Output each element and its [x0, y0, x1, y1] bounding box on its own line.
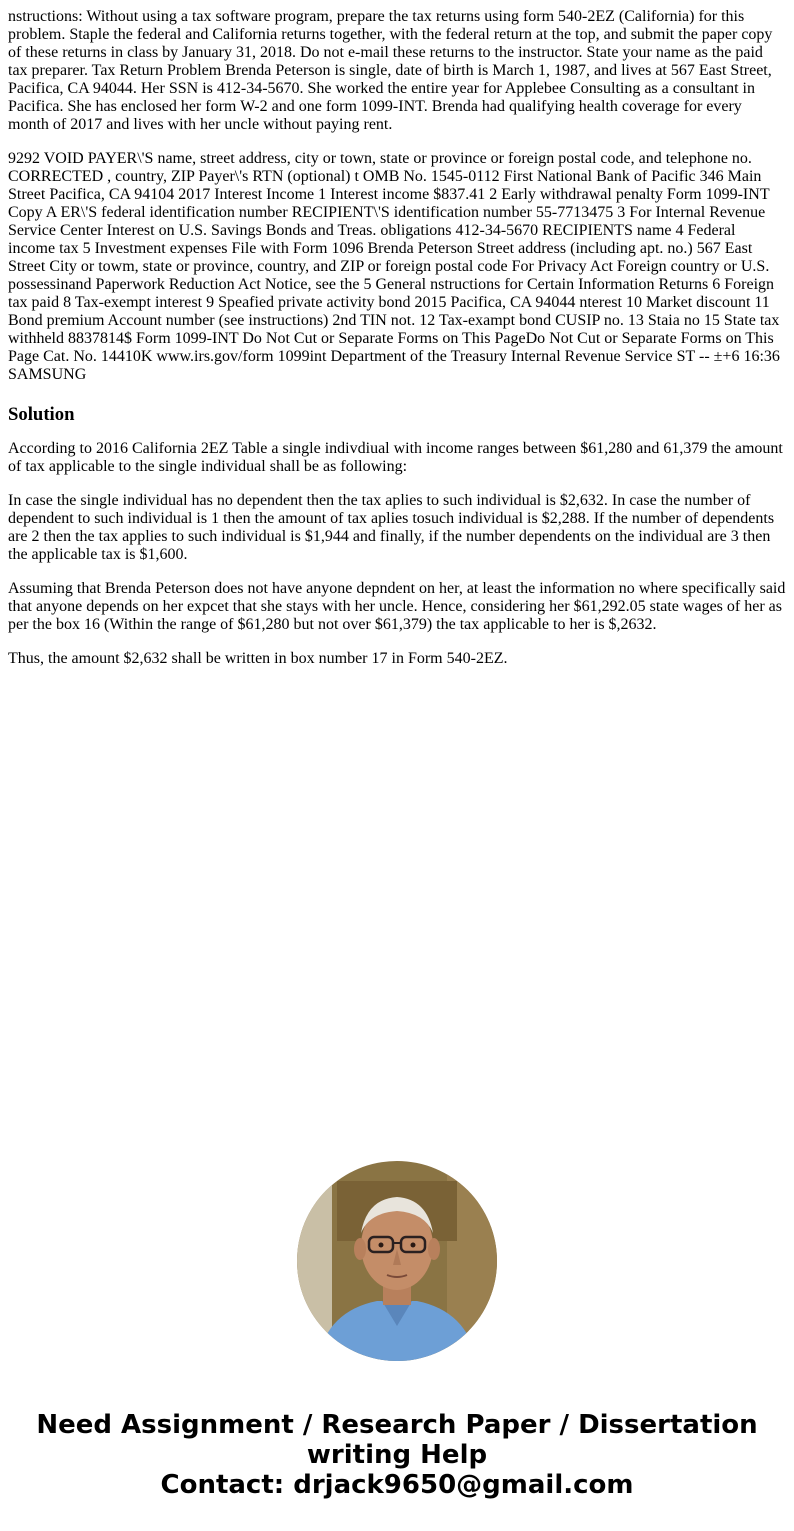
solution-heading: Solution	[8, 404, 75, 425]
solution-paragraph: According to 2016 California 2EZ Table a single indivdiual with income ranges between $61,280 and 61,379 the amount of tax applicable to the single individual shall be as following:	[8, 440, 783, 475]
promo-banner	[0, 1410, 794, 1500]
question-instructions: nstructions: Without using a tax software program, prepare the tax returns using form 540-2EZ (California) for this problem. Staple the federal and California returns together, with the federal return at the top, and submit the paper copy of these returns in class by January 31, 2018. Do not e-mail these returns to the instructor. State your name as the paid tax preparer. Tax Return Problem Brenda Peterson is single, date of birth is March 1, 1987, and lives at 567 East Street, Pacifica, CA 94044. Her SSN is 412-34-5670. She worked the entire year for Applebee Consulting as a consultant in Pacifica. She has enclosed her form W-2 and one form 1099-INT. Brenda had qualifying health coverage for every month of 2017 and lives with her uncle without paying rent.	[8, 8, 773, 133]
promo-contact: Contact: drjack9650@gmail.com	[160, 1470, 634, 1500]
solution-paragraph: In case the single individual has no dependent then the tax aplies to such individual is $2,632. In case the number of dependent to such individual is 1 then the amount of tax aplies tosuch individual is $2,288. If the number of dependents are 2 then the tax applies to such individual is $1,944 and finally, if the number dependents on the individual are 3 then the applicable tax is $1,600.	[8, 492, 775, 563]
solution-paragraph: Assuming that Brenda Peterson does not have anyone depndent on her, at least the information no where specifically said that anyone depends on her expcet that she stays with her uncle. Hence, considering her $61,292.05 state wages of her as per the box 16 (Within the range of $61,280 but not over $61,379) the tax applicable to her is $,2632.	[8, 580, 786, 633]
article-content	[0, 8, 794, 668]
author-avatar	[297, 1161, 497, 1361]
question-form-text: 9292 VOID PAYER\'S name, street address, city or town, state or province or foreign postal code, and telephone no. CORRECTED , country, ZIP Payer\'s RTN (optional) t OMB No. 1545-0112 First National Bank of Pacific 346 Main Street Pacifica, CA 94104 2017 Interest Income 1 Interest income $837.41 2 Early withdrawal penalty Form 1099-INT Copy A ER\'S federal identification number RECIPIENT\'S identification number 55-7713475 3 For Internal Revenue Service Center Interest on U.S. Savings Bonds and Treas. obligations 412-34-5670 RECIPIENTS name 4 Federal income tax 5 Investment expenses File with Form 1096 Brenda Peterson Street address (including apt. no.) 567 East Street City or towm, state or province, country, and ZIP or foreign postal code For Privacy Act Foreign country or U.S. possessinand Paperwork Reduction Act Notice, see the 5 General nstructions for Certain Information Returns 6 Foreign tax paid 8 Tax-exempt interest 9 Speafied private activity bond 2015 Pacifica, CA 94044 nterest 10 Market discount 11 Bond premium Account number (see instructions) 2nd TIN not. 12 Tax-exampt bond CUSIP no. 13 Staia no 15 State tax withheld 8837814$ Form 1099-INT Do Not Cut or Separate Forms on This PageDo Not Cut or Separate Forms on This Page Cat. No. 14410K www.irs.gov/form 1099int Department of the Treasury Internal Revenue Service ST -- ±+6 16:36 SAMSUNG	[8, 150, 780, 383]
solution-paragraph: Thus, the amount $2,632 shall be written in box number 17 in Form 540-2EZ.	[8, 650, 508, 667]
avatar-photo-icon	[297, 1161, 497, 1361]
promo-line: Need Assignment / Research Paper / Dissertation	[36, 1410, 758, 1440]
promo-line: writing Help	[306, 1440, 488, 1470]
